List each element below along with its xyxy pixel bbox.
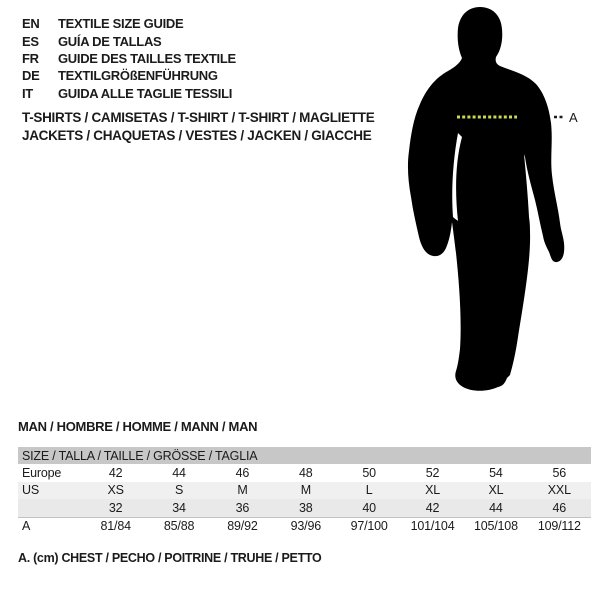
cell: XXL bbox=[547, 483, 571, 498]
cell: 89/92 bbox=[227, 519, 258, 534]
table-row-us bbox=[18, 482, 591, 500]
lang-row-es bbox=[22, 32, 236, 49]
lang-row-fr bbox=[22, 50, 236, 67]
cell: 52 bbox=[425, 465, 440, 480]
row-label: A bbox=[22, 519, 31, 534]
cell: 42 bbox=[425, 500, 440, 515]
cell: L bbox=[365, 483, 373, 498]
lang-row-it bbox=[22, 85, 236, 102]
lang-code: ES bbox=[22, 33, 39, 49]
man-silhouette bbox=[408, 7, 564, 391]
cell: 97/100 bbox=[350, 519, 388, 534]
cell: XS bbox=[107, 483, 124, 498]
cell: 44 bbox=[489, 500, 503, 515]
cell: 36 bbox=[235, 500, 250, 515]
cell: 101/104 bbox=[410, 519, 455, 534]
cell: 44 bbox=[172, 465, 186, 480]
garment-categories bbox=[22, 109, 374, 145]
cell: 56 bbox=[552, 465, 567, 480]
cell: 32 bbox=[108, 500, 123, 515]
size-table-header: SIZE / TALLA / TAILLE / GRÖSSE / TAGLIA bbox=[18, 447, 591, 464]
lang-code: EN bbox=[22, 16, 40, 32]
cell: 34 bbox=[172, 500, 186, 515]
lang-row-en bbox=[22, 15, 236, 32]
row-label: Europe bbox=[22, 465, 62, 480]
man-silhouette-figure bbox=[405, 5, 580, 395]
cell: XL bbox=[425, 483, 440, 498]
lang-title: GUIDA ALLE TAGLIE TESSILI bbox=[58, 85, 233, 101]
category-tshirts: T-SHIRTS / CAMISETAS / T-SHIRT / T-SHIRT / MAGLIETTE bbox=[22, 110, 375, 125]
lang-code: IT bbox=[22, 85, 33, 101]
section-title-man: MAN / HOMBRE / HOMME / MANN / MAN bbox=[18, 419, 258, 434]
cell: M bbox=[237, 483, 248, 498]
lang-title: GUÍA DE TALLAS bbox=[58, 33, 162, 49]
chest-measure-label: A bbox=[569, 110, 578, 125]
cell: XL bbox=[488, 483, 504, 498]
category-jackets: JACKETS / CHAQUETAS / VESTES / JACKEN / GIACCHE bbox=[22, 128, 372, 143]
lang-title: GUIDE DES TAILLES TEXTILE bbox=[58, 50, 236, 66]
measurement-footnote: A. (cm) CHEST / PECHO / POITRINE / TRUHE / PETTO bbox=[18, 551, 322, 565]
cell: 93/96 bbox=[290, 519, 321, 534]
lang-row-de bbox=[22, 67, 236, 84]
cell: 50 bbox=[362, 465, 376, 480]
cell: 54 bbox=[489, 465, 503, 480]
row-label: US bbox=[22, 483, 39, 498]
cell: 48 bbox=[299, 465, 313, 480]
table-row-chest-cm bbox=[18, 517, 591, 536]
cell: 105/108 bbox=[474, 519, 518, 534]
cell: 85/88 bbox=[163, 519, 195, 534]
cell: 46 bbox=[235, 465, 250, 480]
cell: 40 bbox=[362, 500, 376, 515]
cell: 81/84 bbox=[100, 519, 131, 534]
cell: M bbox=[300, 483, 311, 498]
lang-code: DE bbox=[22, 68, 40, 84]
size-table bbox=[18, 447, 591, 535]
lang-title: TEXTILE SIZE GUIDE bbox=[58, 16, 184, 32]
lang-title: TEXTILGRÖßENFÜHRUNG bbox=[58, 68, 218, 84]
language-title-list bbox=[22, 15, 236, 102]
lang-code: FR bbox=[22, 50, 39, 66]
table-row-us-numeric bbox=[18, 499, 591, 517]
cell: 38 bbox=[299, 500, 313, 515]
cell: S bbox=[174, 483, 184, 498]
cell: 42 bbox=[108, 465, 123, 480]
table-row-europe bbox=[18, 464, 591, 482]
cell: 46 bbox=[552, 500, 567, 515]
cell: 109/112 bbox=[537, 519, 581, 534]
